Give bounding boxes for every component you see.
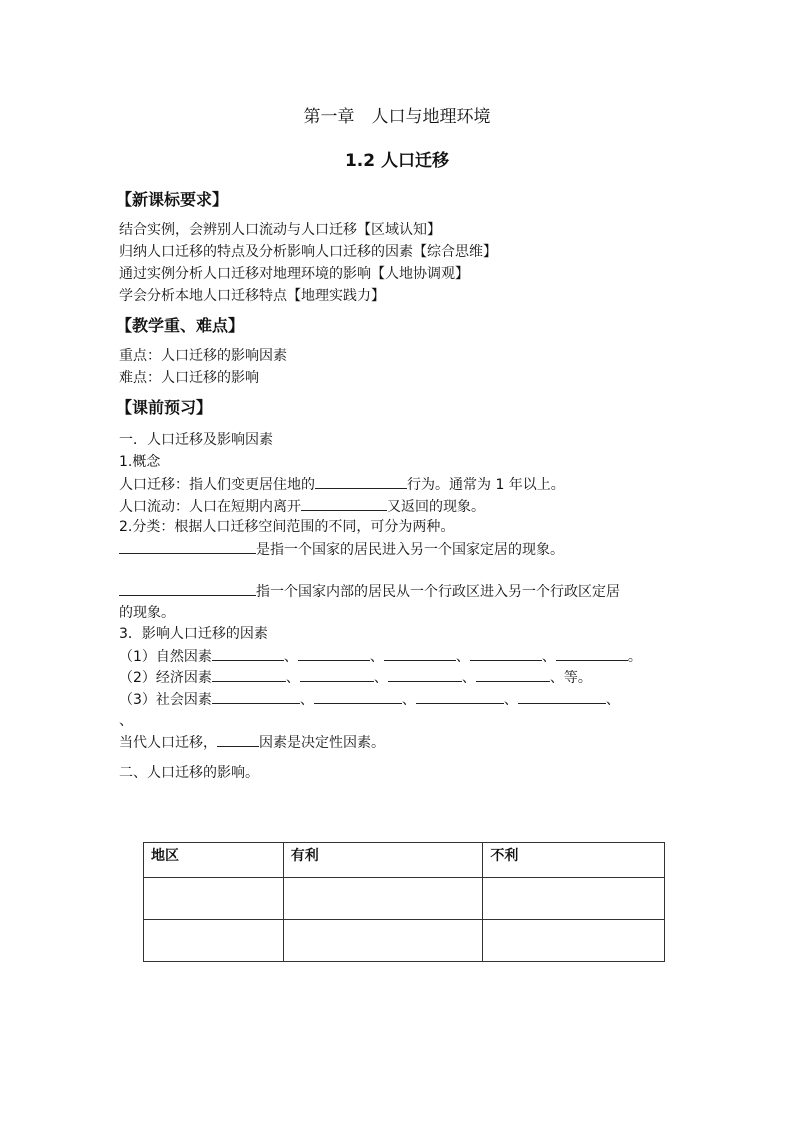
lesson-title: 1.2 人口迁移	[344, 151, 450, 171]
factors-title: 3．影响人口迁移的因素	[119, 626, 268, 642]
part2-title: 二、人口迁移的影响。	[119, 765, 259, 781]
table-cell[interactable]	[483, 878, 665, 920]
social-blank[interactable]	[518, 690, 606, 704]
concept-title: 1.概念	[119, 454, 161, 470]
social-blank[interactable]	[212, 690, 300, 704]
social-factors-overflow: 、	[119, 713, 133, 729]
flow-definition: 人口流动：人口在短期内离开 又返回的现象。	[119, 499, 485, 515]
natural-blank[interactable]	[470, 647, 542, 661]
economic-blank[interactable]	[300, 668, 374, 682]
domestic-blank[interactable]	[119, 582, 256, 596]
natural-factors: （1）自然因素 、 、 、 、 。	[119, 649, 642, 665]
social-blank[interactable]	[416, 690, 504, 704]
curriculum-item: 通过实例分析人口迁移对地理环境的影响【人地协调观】	[119, 266, 469, 282]
table-cell[interactable]	[283, 920, 483, 962]
table-row	[144, 878, 665, 920]
economic-blank[interactable]	[388, 668, 462, 682]
table-cell[interactable]	[144, 878, 284, 920]
part1-title: 一．人口迁移及影响因素	[119, 432, 273, 448]
key-point-item: 重点：人口迁移的影响因素	[119, 348, 287, 364]
natural-blank[interactable]	[384, 647, 456, 661]
social-blank[interactable]	[314, 690, 402, 704]
table-header-disadvantage: 不利	[483, 843, 665, 878]
section-heading-key-points: 【教学重、难点】	[116, 316, 245, 335]
economic-factors: （2）经济因素 、 、 、 、等。	[119, 670, 592, 686]
chapter-title: 第一章 人口与地理环境	[303, 107, 491, 127]
impact-table	[143, 842, 665, 962]
current-migration: 当代人口迁移， 因素是决定性因素。	[119, 735, 385, 751]
table-header-region: 地区	[144, 843, 284, 878]
curriculum-item: 归纳人口迁移的特点及分析影响人口迁移的因素【综合思维】	[119, 244, 497, 260]
section-heading-curriculum: 【新课标要求】	[116, 190, 229, 209]
social-factors: （3）社会因素 、 、 、 、	[119, 692, 620, 708]
domestic-definition: 指一个国家内部的居民从一个行政区进入另一个行政区定居	[119, 582, 620, 601]
economic-blank[interactable]	[476, 668, 550, 682]
flow-blank[interactable]	[301, 497, 387, 511]
table-cell[interactable]	[144, 920, 284, 962]
migration-definition: 人口迁移：指人们变更居住地的 行为。通常为 1 年以上。	[119, 477, 565, 493]
curriculum-item: 学会分析本地人口迁移特点【地理实践力】	[119, 288, 385, 304]
table-header-row	[144, 843, 665, 878]
international-blank[interactable]	[119, 540, 256, 554]
table-row	[144, 920, 665, 962]
economic-blank[interactable]	[212, 668, 286, 682]
domestic-definition-end: 的现象。	[119, 605, 175, 621]
classification-text: 2.分类：根据人口迁移空间范围的不同，可分为两种。	[119, 519, 455, 535]
natural-blank[interactable]	[298, 647, 370, 661]
table-header-advantage: 有利	[283, 843, 483, 878]
curriculum-item: 结合实例，会辨别人口流动与人口迁移【区域认知】	[119, 222, 441, 238]
table-cell[interactable]	[483, 920, 665, 962]
difficult-point-item: 难点：人口迁移的影响	[119, 370, 259, 386]
decisive-factor-blank[interactable]	[217, 733, 259, 747]
natural-blank[interactable]	[212, 647, 284, 661]
section-heading-preview: 【课前预习】	[116, 398, 213, 417]
international-definition: 是指一个国家的居民进入另一个国家定居的现象。	[119, 540, 564, 559]
migration-blank[interactable]	[315, 475, 407, 489]
natural-blank[interactable]	[556, 647, 628, 661]
table-cell[interactable]	[283, 878, 483, 920]
